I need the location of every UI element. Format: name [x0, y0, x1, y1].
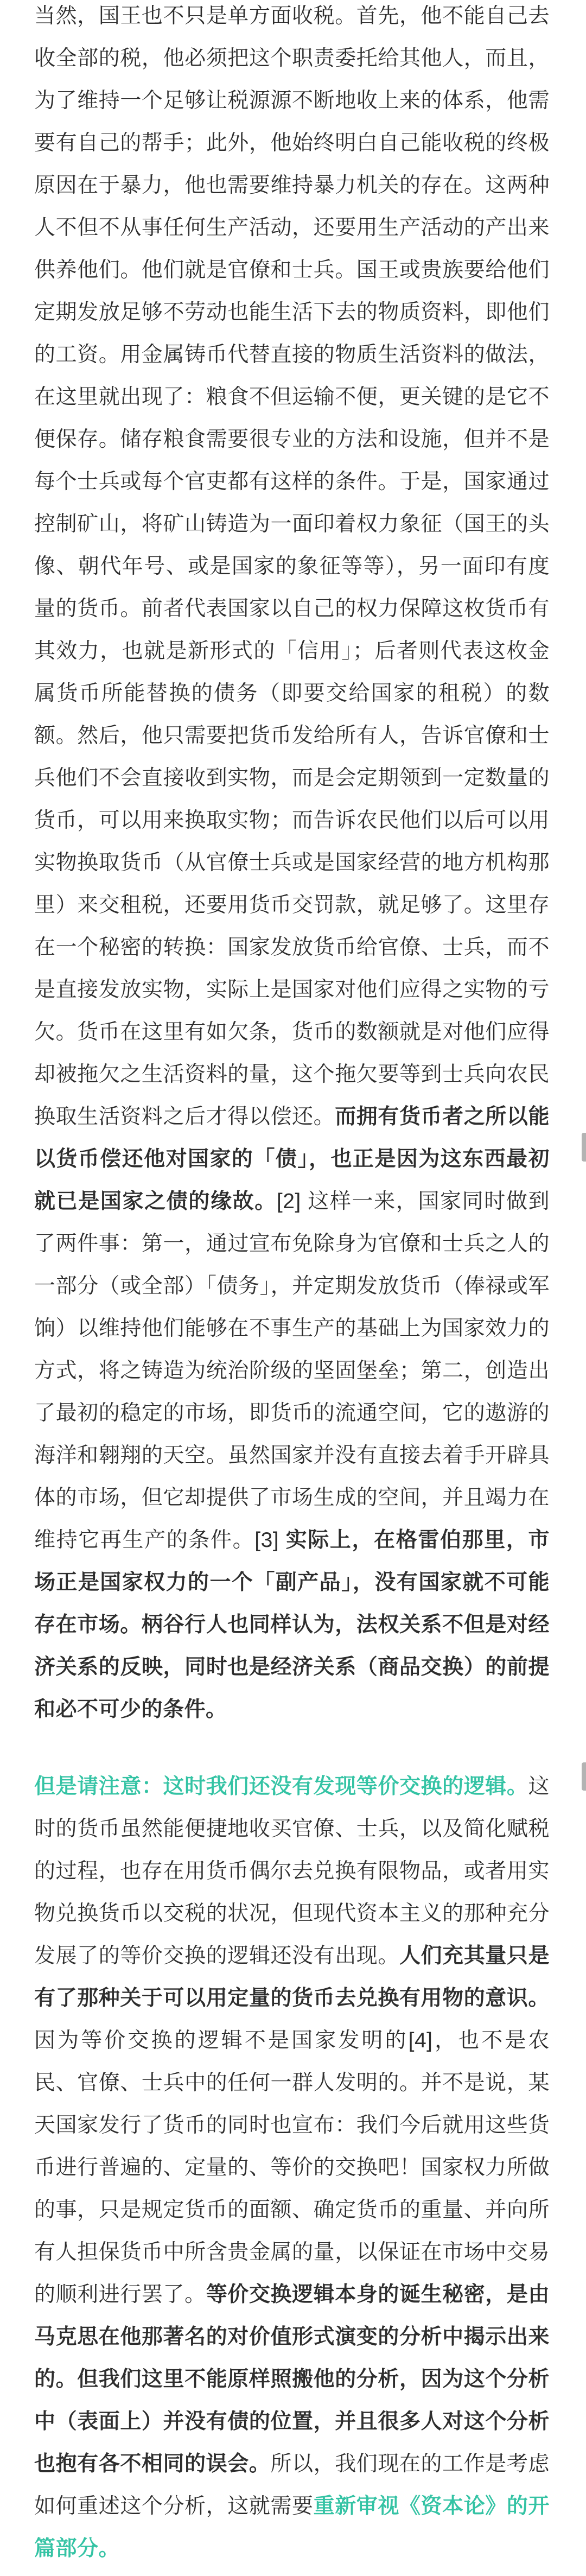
text-segment: 人们充其量只是有了那种关于可以用定量的货币去兑换有用物的意识。 [34, 1944, 550, 2010]
paragraph [34, 0, 550, 1731]
text-segment: 而拥有货币者之所以能以货币偿还他对国家的「债」，也正是因为这东西最初就已是国家之债的缘故。 [34, 1105, 550, 1213]
text-segment: [2] 这样一来，国家同时做到了两件事：第一，通过宣布免除身为官僚和士兵之人的一部分（或全部）「债务」，并定期发放货币（俸禄或军饷）以维持他们能够在不事生产的基础上为国家效力的方式，将之铸造为统治阶级的坚固堡垒；第二，创造出了最初的稳定的市场，即货币的流通空间，它的遨游的海洋和翱翔的天空。虽然国家并没有直接去着手开辟具体的市场，但它却提供了市场生成的空间，并且竭力在维持它再生产的条件。[3] [34, 1190, 550, 1552]
paragraph [34, 1766, 550, 2570]
text-segment: 因为等价交换的逻辑不是国家发明的[4]，也不是农民、官僚、士兵中的任何一群人发明的。并不是说，某天国家发行了货币的同时也宣布：我们今后就用这些货币进行普遍的、定量的、等价的交换吧！国家权力所做的事，只是规定货币的面额、确定货币的重量、并向所有人担保货币中所含贵金属的量，以保证在市场中交易的顺利进行罢了。 [34, 2029, 550, 2306]
text-segment: 这时的货币虽然能便捷地收买官僚、士兵，以及简化赋税的过程，也存在用货币偶尔去兑换有限物品，或者用实物兑换货币以交税的状况，但现代资本主义的那种充分发展了的等价交换的逻辑还没有出现。 [34, 1775, 550, 1968]
text-segment: 所以，我们现在的工作是考虑如何重述这个分析，这就需要 [34, 2452, 550, 2518]
scrollbar-thumb[interactable] [582, 1762, 586, 1791]
text-segment: 实际上，在格雷伯那里，市场正是国家权力的一个「副产品」，没有国家就不可能存在市场。柄谷行人也同样认为，法权关系不但是对经济关系的反映，同时也是经济关系（商品交换）的前提和必不可少的条件。 [34, 1528, 550, 1721]
text-segment: 当然，国王也不只是单方面收税。首先，他不能自己去收全部的税，他必须把这个职责委托给其他人，而且，为了维持一个足够让税源源不断地收上来的体系，他需要有自己的帮手；此外，他始终明白自己能收税的终极原因在于暴力，他也需要维持暴力机关的存在。这两种人不但不从事任何生产活动，还要用生产活动的产出来供养他们。他们就是官僚和士兵。国王或贵族要给他们定期发放足够不劳动也能生活下去的物质资料，即他们的工资。用金属铸币代替直接的物质生活资料的做法，在这里就出现了：粮食不但运输不便，更关键的是它不便保存。储存粮食需要很专业的方法和设施，但并不是每个士兵或每个官吏都有这样的条件。于是，国家通过控制矿山，将矿山铸造为一面印着权力象征（国王的头像、朝代年号、或是国家的象征等等），另一面印有度量的货币。前者代表国家以自己的权力保障这枚货币有其效力，也就是新形式的「信用」；后者则代表这枚金属货币所能替换的债务（即要交给国家的租税）的数额。然后，他只需要把货币发给所有人，告诉官僚和士兵他们不会直接收到实物，而是会定期领到一定数量的货币，可以用来换取实物；而告诉农民他们以后可以用实物换取货币（从官僚士兵或是国家经营的地方机构那里）来交租税，还要用货币交罚款，就足够了。这里存在一个秘密的转换：国家发放货币给官僚、士兵，而不是直接发放实物，实际上是国家对他们应得之实物的亏欠。货币在这里有如欠条，货币的数额就是对他们应得却被拖欠之生活资料的量，这个拖欠要等到士兵向农民换取生活资料之后才得以偿还。 [34, 4, 550, 1128]
scrollbar-thumb[interactable] [582, 1133, 586, 1162]
text-segment: 重新审视《资本论》的开篇部分。 [34, 2495, 550, 2560]
text-segment: 等价交换逻辑本身的诞生秘密，是由马克思在他那著名的对价值形式演变的分析中揭示出来的。但我们这里不能原样照搬他的分析，因为这个分析中（表面上）并没有债的位置，并且很多人对这个分析也抱有各不相同的误会。 [34, 2283, 550, 2476]
text-segment: 但是请注意：这时我们还没有发现等价交换的逻辑。 [34, 1775, 528, 1798]
